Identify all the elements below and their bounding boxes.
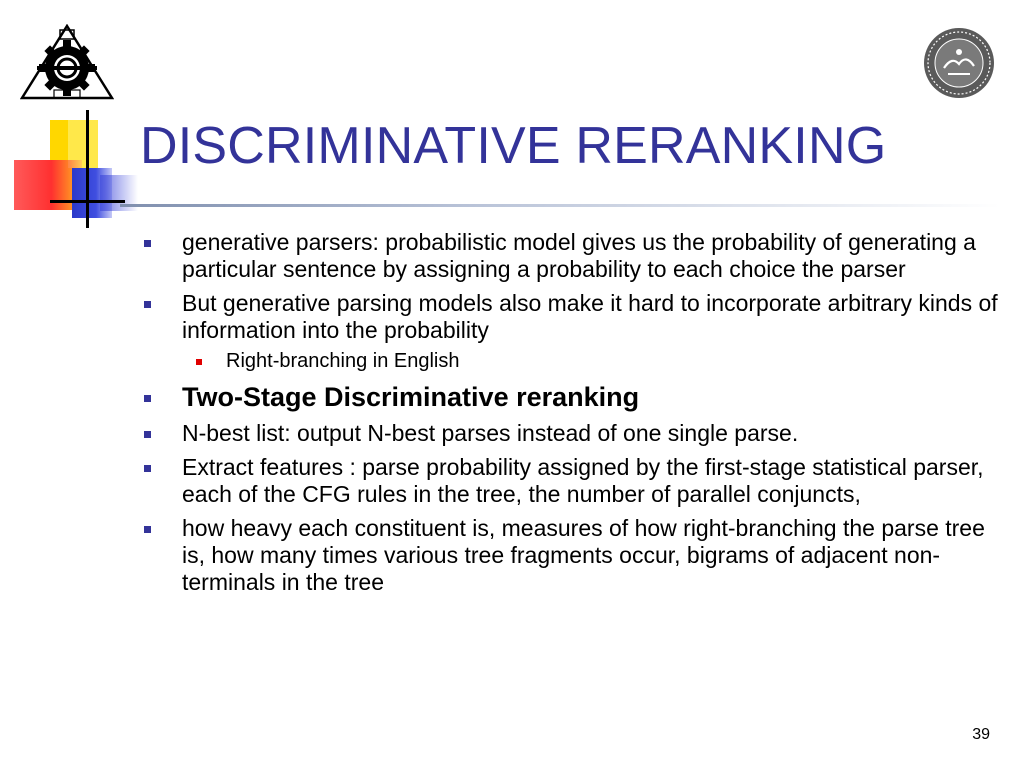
- bullet-marker-icon: [144, 395, 151, 402]
- university-seal-logo: [922, 26, 996, 100]
- bullet-marker-icon: [144, 240, 151, 247]
- bullet-marker-icon: [144, 526, 151, 533]
- bullet-list: [140, 229, 1010, 603]
- decorative-vertical-line: [86, 110, 89, 228]
- sub-bullet-item: [140, 349, 1010, 373]
- sub-bullet-text: Right-branching in English: [226, 350, 460, 372]
- bullet-text: Extract features : parse probability assigned by the first-stage statistical parser, each of the CFG rules in the tree, the number of parallel conjuncts,: [182, 454, 984, 507]
- bullet-item: [140, 420, 1010, 447]
- decorative-horizontal-line: [50, 200, 125, 203]
- bullet-text: how heavy each constituent is, measures of how right-branching the parse tree is, how many times various tree fragments occur, bigrams of adjacent non-terminals in the tree: [182, 515, 985, 595]
- bullet-item: [140, 290, 1010, 344]
- bullet-marker-icon: [144, 431, 151, 438]
- bullet-text: generative parsers: probabilistic model gives us the probability of generating a particular sentence by assigning a probability to each choice the parser: [182, 229, 976, 282]
- gear-emblem-logo: [20, 24, 114, 102]
- bullet-item-highlight: [140, 381, 1010, 413]
- sub-bullet-marker-icon: [196, 359, 202, 365]
- bullet-text: Two-Stage Discriminative reranking: [182, 382, 640, 412]
- slide-title: DISCRIMINATIVE RERANKING: [140, 117, 887, 175]
- bullet-marker-icon: [144, 465, 151, 472]
- bullet-item: [140, 454, 1010, 508]
- title-underline: [120, 204, 1000, 207]
- page-number: 39: [972, 726, 990, 743]
- bullet-item: [140, 515, 1010, 596]
- bullet-text: N-best list: output N-best parses instead of one single parse.: [182, 420, 799, 446]
- bullet-marker-icon: [144, 301, 151, 308]
- bullet-text: But generative parsing models also make it hard to incorporate arbitrary kinds of information into the probability: [182, 290, 998, 343]
- bullet-item: [140, 229, 1010, 283]
